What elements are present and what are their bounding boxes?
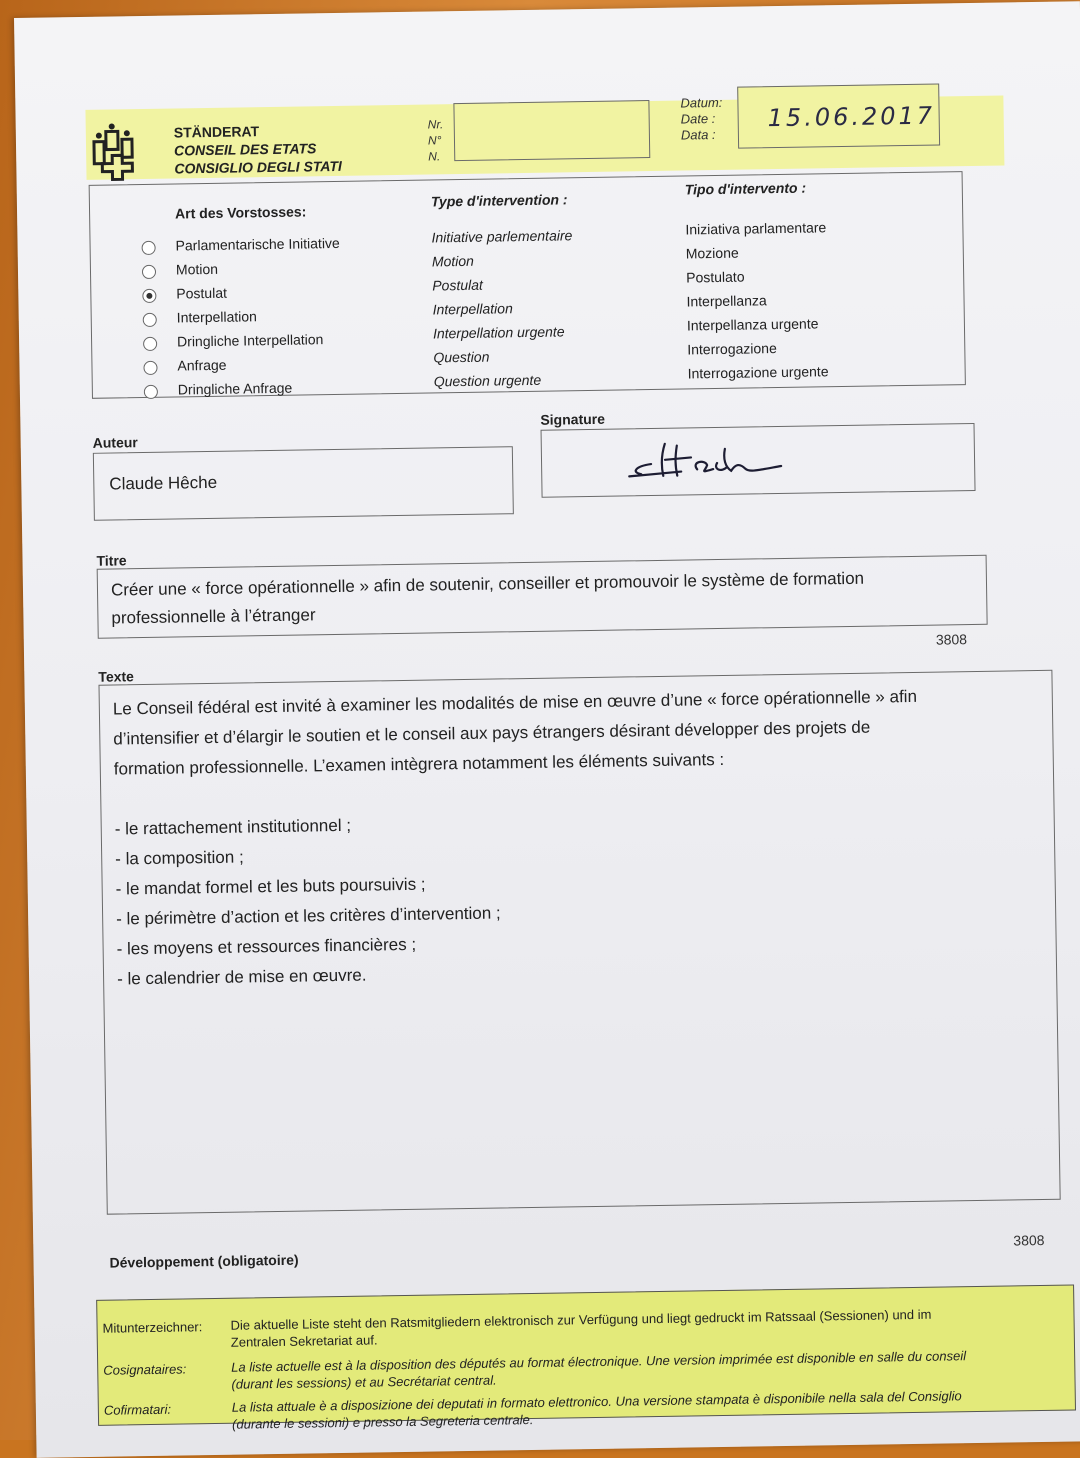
texte-bullet-6: - le calendrier de mise en œuvre. (116, 965, 367, 989)
option-fr-3: Postulat (432, 276, 483, 294)
date-label-de: Datum: (680, 94, 723, 111)
council-name-it: CONSIGLIO DEGLI STATI (174, 157, 342, 177)
titre-line-1: Créer une « force opérationnelle » afin de soutenir, conseiller et promouvoir le système de formation (110, 568, 865, 600)
radio-option-3[interactable] (142, 289, 156, 303)
council-name-fr: CONSEIL DES ETATS (173, 140, 317, 159)
nr-labels (428, 116, 444, 164)
texte-bullet-1: - le rattachement institutionnel ; (114, 815, 352, 839)
auteur-label: Auteur (92, 434, 138, 451)
texte-line-1: Le Conseil fédéral est invité à examiner les modalités de mise en œuvre d’une « force opérationnelle » afin (112, 686, 918, 719)
footer-it-line-1: La lista attuale è a disposizione dei deputati in formato elettronico. Una versione stampata è disponibile nella sala del Consiglio (231, 1388, 962, 1415)
titre-text (111, 565, 865, 633)
option-fr-2: Motion (431, 252, 475, 270)
nr-label-it: N. (428, 149, 441, 164)
option-it-6: Interrogazione (687, 340, 777, 358)
nr-label-fr: N° (427, 133, 442, 148)
footer-it-line-2: (durante le sessioni) e presso la Segreteria centrale. (231, 1412, 534, 1432)
option-de-6: Anfrage (177, 356, 227, 374)
option-it-3: Postulato (686, 268, 745, 286)
council-name (174, 121, 342, 178)
date-label-fr: Date : (680, 110, 716, 127)
texte-line-2: d’intensifier et d’élargir le soutien et le conseil aux pays étrangers désirant développer des projets de (113, 717, 871, 749)
option-de-7: Dringliche Anfrage (177, 379, 293, 398)
heading-type: Type d'intervention : (430, 191, 568, 210)
texte-bullet-4: - le périmètre d’action et les critères d’intervention ; (116, 903, 501, 929)
date-value: 15.06.2017 (767, 101, 936, 133)
texte-bullet-2: - la composition ; (115, 847, 244, 869)
option-it-2: Mozione (685, 244, 739, 262)
heading-tipo: Tipo d'intervento : (684, 179, 807, 198)
council-name-de: STÄNDERAT (173, 123, 260, 141)
option-fr-5: Interpellation urgente (432, 323, 565, 342)
texte-line-3: formation professionnelle. L’examen intègrera notamment les éléments suivants : (113, 749, 725, 779)
option-de-5: Dringliche Interpellation (176, 331, 324, 350)
option-de-1: Parlamentarische Initiative (175, 234, 340, 254)
signature-mark (621, 434, 802, 487)
option-fr-4: Interpellation (432, 300, 513, 318)
footer-label-fr: Cosignataires: (103, 1361, 187, 1378)
option-it-5: Interpellanza urgente (686, 315, 819, 334)
parliament-logo-icon (88, 121, 149, 182)
nr-label-de: Nr. (427, 117, 444, 132)
titre-line-2: professionnelle à l’étranger (111, 605, 316, 628)
option-it-4: Interpellanza (686, 292, 767, 310)
titre-label: Titre (96, 552, 127, 569)
option-it-1: Iniziativa parlamentare (685, 219, 827, 238)
form-sheet (14, 1, 1080, 1458)
date-label-it: Data : (680, 126, 716, 143)
option-it-7: Interrogazione urgente (687, 363, 829, 382)
footer-fr-line-1: La liste actuelle est à la disposition des députés au format électronique. Une version imprimée est disponible en salle du conseil (231, 1348, 967, 1375)
texte-label: Texte (98, 668, 135, 685)
date-labels (680, 95, 723, 144)
texte-bullet-5: - les moyens et ressources financières ; (116, 934, 417, 959)
auteur-value: Claude Hêche (109, 472, 218, 494)
footer-label-de: Mitunterzeichner: (102, 1319, 203, 1336)
heading-art: Art des Vorstosses: (174, 203, 307, 222)
titre-number: 3808 (935, 631, 968, 648)
nr-field[interactable] (453, 100, 650, 161)
option-fr-7: Question urgente (433, 371, 542, 390)
footer-de-line-2: Zentralen Sekretariat auf. (230, 1332, 378, 1350)
footer-label-it: Cofirmatari: (103, 1401, 172, 1418)
option-de-3: Postulat (176, 284, 228, 302)
texte-content (113, 682, 922, 995)
radio-option-1[interactable] (142, 241, 156, 255)
option-de-2: Motion (175, 260, 219, 278)
radio-option-2[interactable] (142, 265, 156, 279)
footer-fr-line-2: (durant les sessions) et au Secrétariat central. (231, 1372, 497, 1392)
developpement-label: Développement (obligatoire) (109, 1251, 299, 1271)
texte-bullet-3: - le mandat formel et les buts poursuivis ; (115, 874, 426, 899)
footer-de-line-1: Die aktuelle Liste steht den Ratsmitgliedern elektronisch zur Verfügung und liegt gedruckt im Ratssaal (Sessionen) und im (230, 1306, 932, 1333)
option-fr-6: Question (433, 348, 490, 366)
developpement-number: 3808 (1013, 1231, 1045, 1249)
option-fr-1: Initiative parlementaire (431, 227, 573, 246)
signature-label: Signature (540, 410, 606, 428)
option-de-4: Interpellation (176, 308, 258, 326)
signature-scribble-icon (621, 434, 802, 487)
